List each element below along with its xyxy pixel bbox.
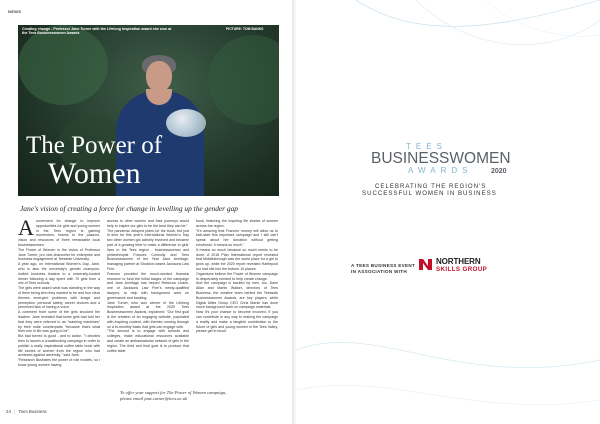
awards-logo-businesswomen: BUSINESSWOMEN	[371, 150, 511, 167]
article-paragraph: "It's amazing that Frances' money will allow us to kick-start this important campaign and I still can't speak about her donation without getting emotional. It means so much."	[196, 228, 278, 247]
article-paragraph: "The second is to engage with schools and colleges, make educational resources available and create an ambassadorial network of girls in the region. The third and final goal is to produce that coffee table	[107, 329, 189, 353]
event-credit-line-1: A TEES BUSINESS EVENT	[351, 263, 416, 268]
decorative-swoosh-bottom	[296, 310, 600, 424]
article-paragraph: It means so much because so much needs to be done. A 2018 Plan International report revealed that Middlesbrough was the worst place for a girl to grow up, while the 2020 report revealed Hartlepool too had slid into the bottom 10 places.	[196, 247, 278, 271]
sponsor-subtitle: SKILLS GROUP	[436, 266, 488, 273]
photo-credit: PICTURE: TOM BANKS	[226, 27, 264, 31]
headline-line-2: Women	[48, 157, 141, 190]
article-paragraph: Organisers believe the Power of Women campaign is desperately needed to help create change.	[196, 271, 278, 281]
photo-person-face	[146, 61, 172, 92]
awards-logo-year: 2020	[491, 168, 507, 175]
article-column-2	[107, 219, 189, 353]
article-paragraph: The girls were asked what was standing in the way of them being who they wanted to be and four clear themes emerged: problems with image and perception, personal safety, career choices and a perceived lack of having a voice.	[18, 286, 100, 310]
photo-glass-award	[166, 109, 206, 137]
support-appeal	[120, 390, 290, 401]
page-number: 24	[6, 409, 11, 414]
article-paragraph: But bad turned to good - and to action. "I decided then to launch a crowdfunding campaign in order to publish a really inspirational coffee table book with life stories of women from the region who had achieved against adversity," said Jane.	[18, 334, 100, 358]
awards-logo-awards: AWARDS	[408, 166, 473, 175]
page-footer	[6, 409, 47, 414]
northern-skills-logo-icon	[418, 256, 433, 271]
article-paragraph: Frances provided the much-needed financial resource to fund the initial stages of the campaign and Jane Armitage has helped Rebecca Leckie, one of Jacksons Law Firm's newly-qualified lawyers, to help with background work on governance and banking.	[107, 271, 189, 300]
drop-cap: A	[18, 215, 34, 240]
standfirst: Jane's vision of creating a force for change in levelling up the gender gap	[20, 204, 238, 213]
photo-caption: Creating change - Professor Jane Turner with the Lifelong Inspiration award she won at the Tees Businesswomen Awards	[22, 27, 172, 36]
article-paragraph: The pandemic delayed plans for the book, but just in time for this year's International Women's Day two other women got actively involved and became part of a growing tribe to make a difference to girls' lives in the Tees region - businesswoman and philanthropist Frances Connolly and Tees Businesswomen of the Year Jane Armitage, managing partner at Stockton-based Jacksons Law Firm.	[107, 228, 189, 271]
article-paragraph: book, featuring the inspiring life stories of women across the region.	[196, 219, 278, 228]
photo-foliage-right	[208, 35, 279, 125]
support-appeal-line-1: To offer your support for The Power of Women campaign,	[120, 390, 227, 395]
headline-line-1: The Power of	[26, 132, 163, 159]
article-paragraph: "Research illustrates the power of role models, so I know young women having	[18, 358, 100, 367]
support-appeal-line-2: please email jane.turner@tees.ac.uk	[120, 395, 188, 401]
awards-logo-tees: TEES	[406, 142, 447, 151]
article-paragraph: access to other women and their journeys would help to inspire our girls to be the best they can be."	[107, 219, 189, 228]
article-paragraph: Jane Turner, who won winner of the Lifelong Inspiration award at the 2020 Tees Businesswomen Awards, explained: "Our first goal is the creation of an engaging website, populated with inspiring content, with themes running through on a bi-monthly basis that girls can engage with.	[107, 300, 189, 329]
event-credit-line-2: IN ASSOCIATION WITH	[351, 269, 407, 274]
awards-tagline-line-1: CELEBRATING THE REGION'S	[375, 183, 487, 190]
section-label: NEWS	[8, 9, 22, 14]
article-paragraph: And the campaign is backed by men, too. Dave Allan and Martin Walker, directors of Tees Business, the creative team behind the Teesside Businesswomen Awards, are key players, while Digital Allies Group CEO Chris Marsh has done much background work on campaign materials.	[196, 281, 278, 310]
footer-divider: |	[14, 409, 16, 414]
article-paragraph: The Power of Women is the vision of Professor Jane Turner, pro vice-chancellor for enterprise and business engagement at Teesside University.	[18, 247, 100, 262]
photo-foliage-left	[18, 25, 108, 105]
publication-name: Tees Business	[18, 409, 47, 414]
decorative-swoosh-top	[296, 0, 600, 110]
article-column-1	[18, 215, 100, 368]
awards-tagline-line-2: SUCCESSFUL WOMEN IN BUSINESS	[362, 190, 497, 197]
article-column-3	[196, 219, 278, 334]
article-paragraph: Now it's your chance to become involved. If you can contribute in any way to making the campaign a reality and make a tangible contribution to the future of girls and young women in the Tees Valley, please get in touch.	[196, 310, 278, 334]
sponsor-name: NORTHERN	[436, 257, 481, 266]
article-paragraph: A year ago, on International Women's Day, Jane, who is also the university's gender champion, invited business leaders to a university-hosted dinner following a day spent with 70 girls from a mix of Tees schools.	[18, 262, 100, 286]
article-paragraph: A comment from some of the girls shocked the leaders. Jane revealed that some girls had told her that they were referred to as "washing machines" by their male counterparts "because that's what their role in life was going to be".	[18, 310, 100, 334]
article-paragraph: movement for change to improve opportunities for girls and young women in the Tees region is gaining momentum, thanks to the passion, vision and resources of three remarkable local businesswomen.	[18, 219, 100, 247]
